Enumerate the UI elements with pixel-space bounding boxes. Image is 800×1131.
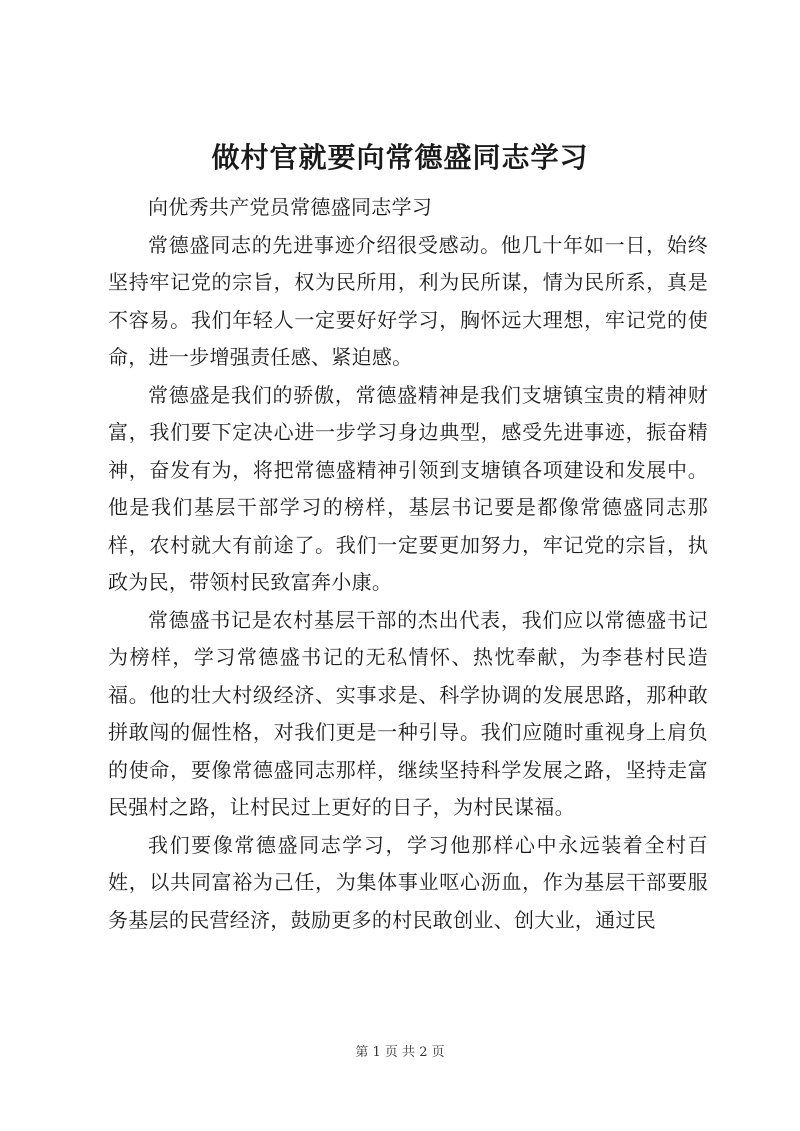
paragraph: 我们要像常德盛同志学习，学习他那样心中永远装着全村百姓，以共同富裕为己任，为集体事业呕心沥血，作为基层干部要服务基层的民营经济，鼓励更多的村民敢创业、创大业，通过民 [108, 832, 708, 932]
document-body [108, 189, 708, 939]
page-number-footer: 第 1 页 共 2 页 [355, 1045, 445, 1060]
paragraph: 常德盛同志的先进事迹介绍很受感动。他几十年如一日，始终坚持牢记党的宗旨，权为民所用，利为民所谋，情为民所系，真是不容易。我们年轻人一定要好好学习，胸怀远大理想，牢记党的使命，进一步增强责任感、紧迫感。 [108, 232, 708, 369]
paragraph: 常德盛是我们的骄傲，常德盛精神是我们支塘镇宝贵的精神财富，我们要下定决心进一步学习身边典型，感受先进事迹，振奋精神，奋发有为，将把常德盛精神引领到支塘镇各项建设和发展中。他是我们基层干部学习的榜样，基层书记要是都像常德盛同志那样，农村就大有前途了。我们一定要更加努力，牢记党的宗旨，执政为民，带领村民致富奔小康。 [108, 382, 708, 594]
paragraph: 常德盛书记是农村基层干部的杰出代表，我们应以常德盛书记为榜样，学习常德盛书记的无私情怀、热忱奉献，为李巷村民造福。他的壮大村级经济、实事求是、科学协调的发展思路，那种敢拼敢闯的倔性格，对我们更是一种引导。我们应随时重视身上肩负的使命，要像常德盛同志那样，继续坚持科学发展之路，坚持走富民强村之路，让村民过上更好的日子，为村民谋福。 [108, 607, 708, 819]
paragraph-subtitle: 向优秀共产党员常德盛同志学习 [148, 195, 433, 219]
document-title: 做村官就要向常德盛同志学习 [211, 141, 589, 174]
